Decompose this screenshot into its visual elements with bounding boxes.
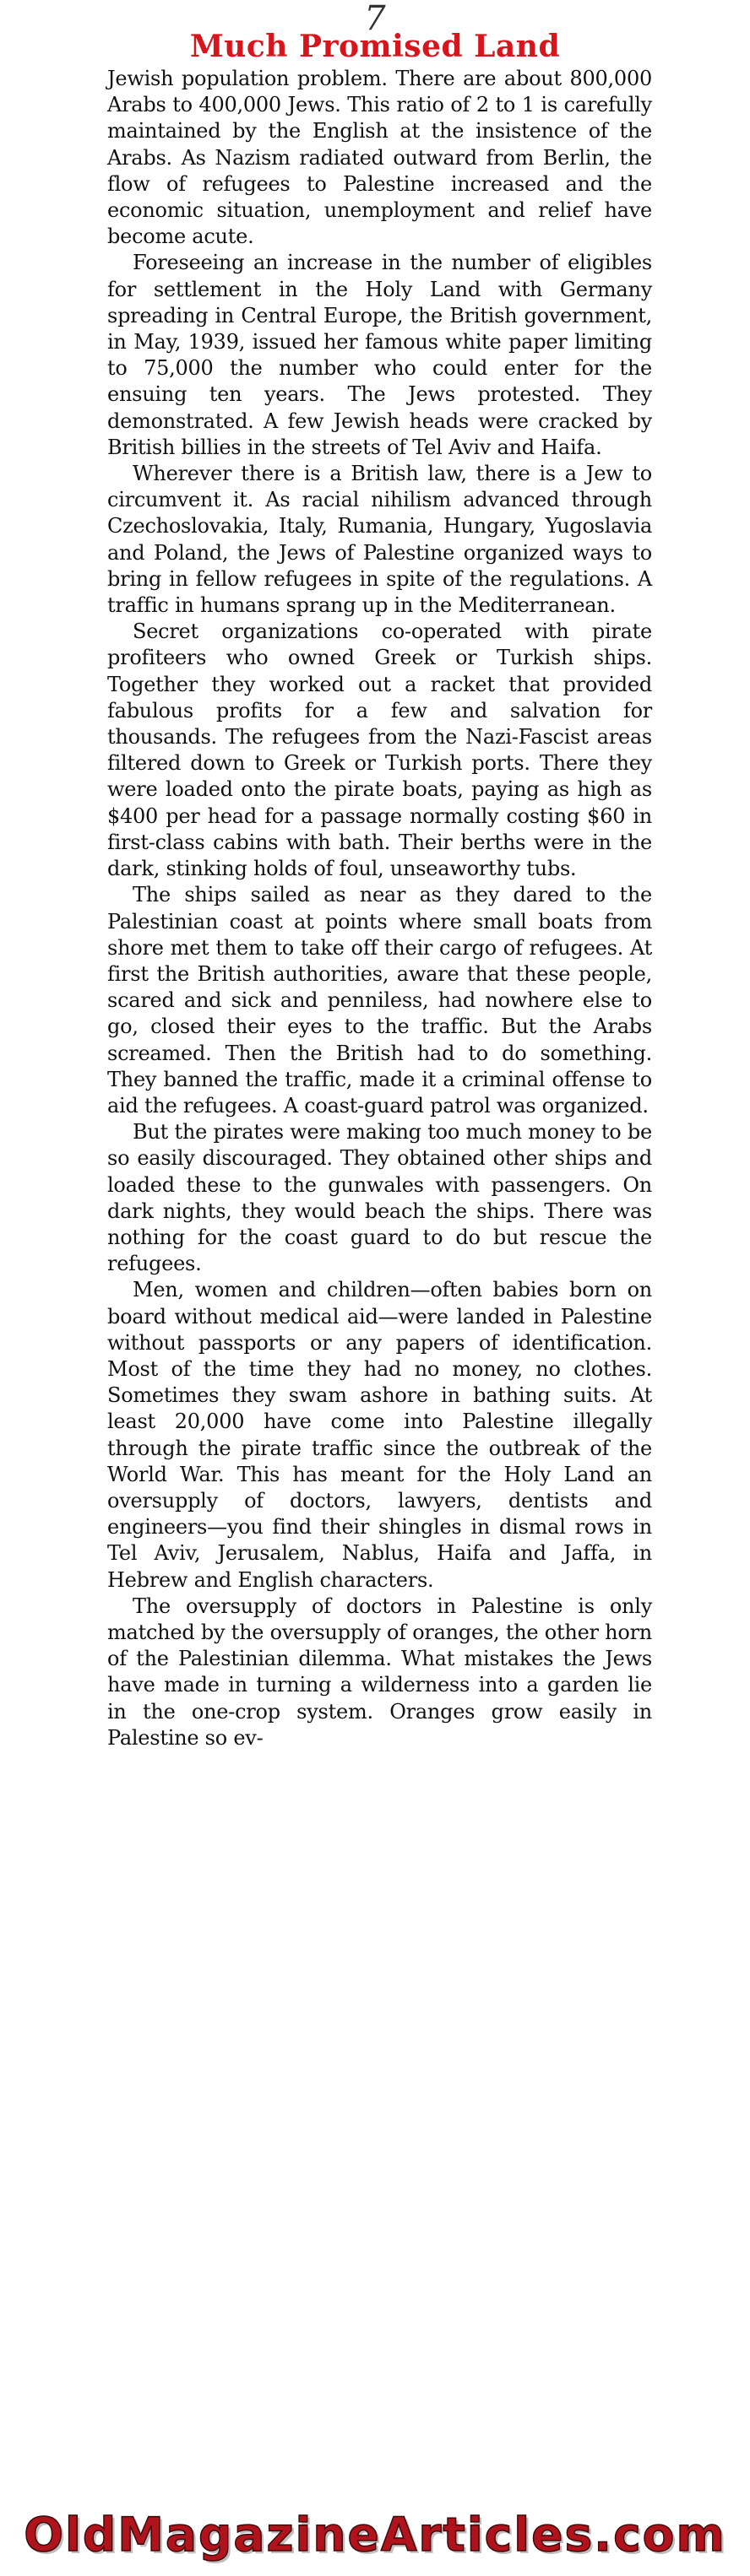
article-body [107, 66, 652, 1751]
article-paragraph: The oversupply of doctors in Palestine is only matched by the oversupply of oranges, the other horn of the Palestinian dilemma. What mistakes the Jews have made in turning a wilderness into a garden lie in the one-crop system. Oranges grow easily in Palestine so ev- [107, 1594, 652, 1750]
page-number: 7 [364, 0, 386, 38]
article-paragraph: Foreseeing an increase in the number of eligibles for settlement in the Holy Land with Germany spreading in Central Europe, the British government, in May, 1939, issued her famous white paper limiting to 75,000 the number who could enter for the ensuing ten years. The Jews protested. They demonstrated. A few Jewish heads were cracked by British billies in the streets of Tel Aviv and Haifa. [107, 251, 652, 459]
article-paragraph: The ships sailed as near as they dared to the Palestinian coast at points where small boats from shore met them to take off their cargo of refugees. At first the British authorities, aware that these people, scared and sick and penniless, had nowhere else to go, closed their eyes to the traffic. But the Arabs screamed. Then the British had to do something. They banned the traffic, made it a criminal offense to aid the refugees. A coast-guard patrol was organized. [107, 883, 652, 1118]
article-paragraph: But the pirates were making too much money to be so easily discouraged. They obtained other ships and loaded these to the gunwales with passengers. On dark nights, they would beach the ships. There was nothing for the coast guard to do but rescue the refugees. [107, 1120, 652, 1276]
headline: Much Promised Land [189, 29, 561, 64]
article-paragraph: Secret organizations co-operated with pirate profiteers who owned Greek or Turkish ships. Together they worked out a racket that provided fabulous profits for a few and salvation for thousands. The refugees from the Nazi-Fascist areas filtered down to Greek or Turkish ports. There they were loaded onto the pirate boats, paying as high as $400 per head for a passage normally costing $60 in first-class cabins with bath. Their berths were in the dark, stinking holds of foul, unseaworthy tubs. [107, 620, 652, 881]
site-watermark: OldMagazineArticles.com [24, 2508, 726, 2562]
article-paragraph: Men, women and children—often babies born on board without medical aid—were landed in Palestine without passports or any papers of identification. Most of the time they had no money, no clothes. Sometimes they swam ashore in bathing suits. At least 20,000 have come into Palestine illegally through the pirate traffic since the outbreak of the World War. This has meant for the Holy Land an oversupply of doctors, lawyers, dentists and engineers—you find their shingles in dismal rows in Tel Aviv, Jerusalem, Nablus, Haifa and Jaffa, in Hebrew and English characters. [107, 1278, 652, 1592]
article-paragraph: Jewish population problem. There are about 800,000 Arabs to 400,000 Jews. This ratio of 2 to 1 is carefully maintained by the English at the insistence of the Arabs. As Nazism radiated outward from Berlin, the flow of refugees to Palestine increased and the economic situation, unemployment and relief have become acute. [107, 67, 652, 249]
article-paragraph: Wherever there is a British law, there is a Jew to circumvent it. As racial nihilism advanced through Czechoslovakia, Italy, Rumania, Hungary, Yugoslavia and Poland, the Jews of Palestine organized ways to bring in fellow refugees in spite of the regulations. A traffic in humans sprang up in the Mediterranean. [107, 462, 652, 618]
